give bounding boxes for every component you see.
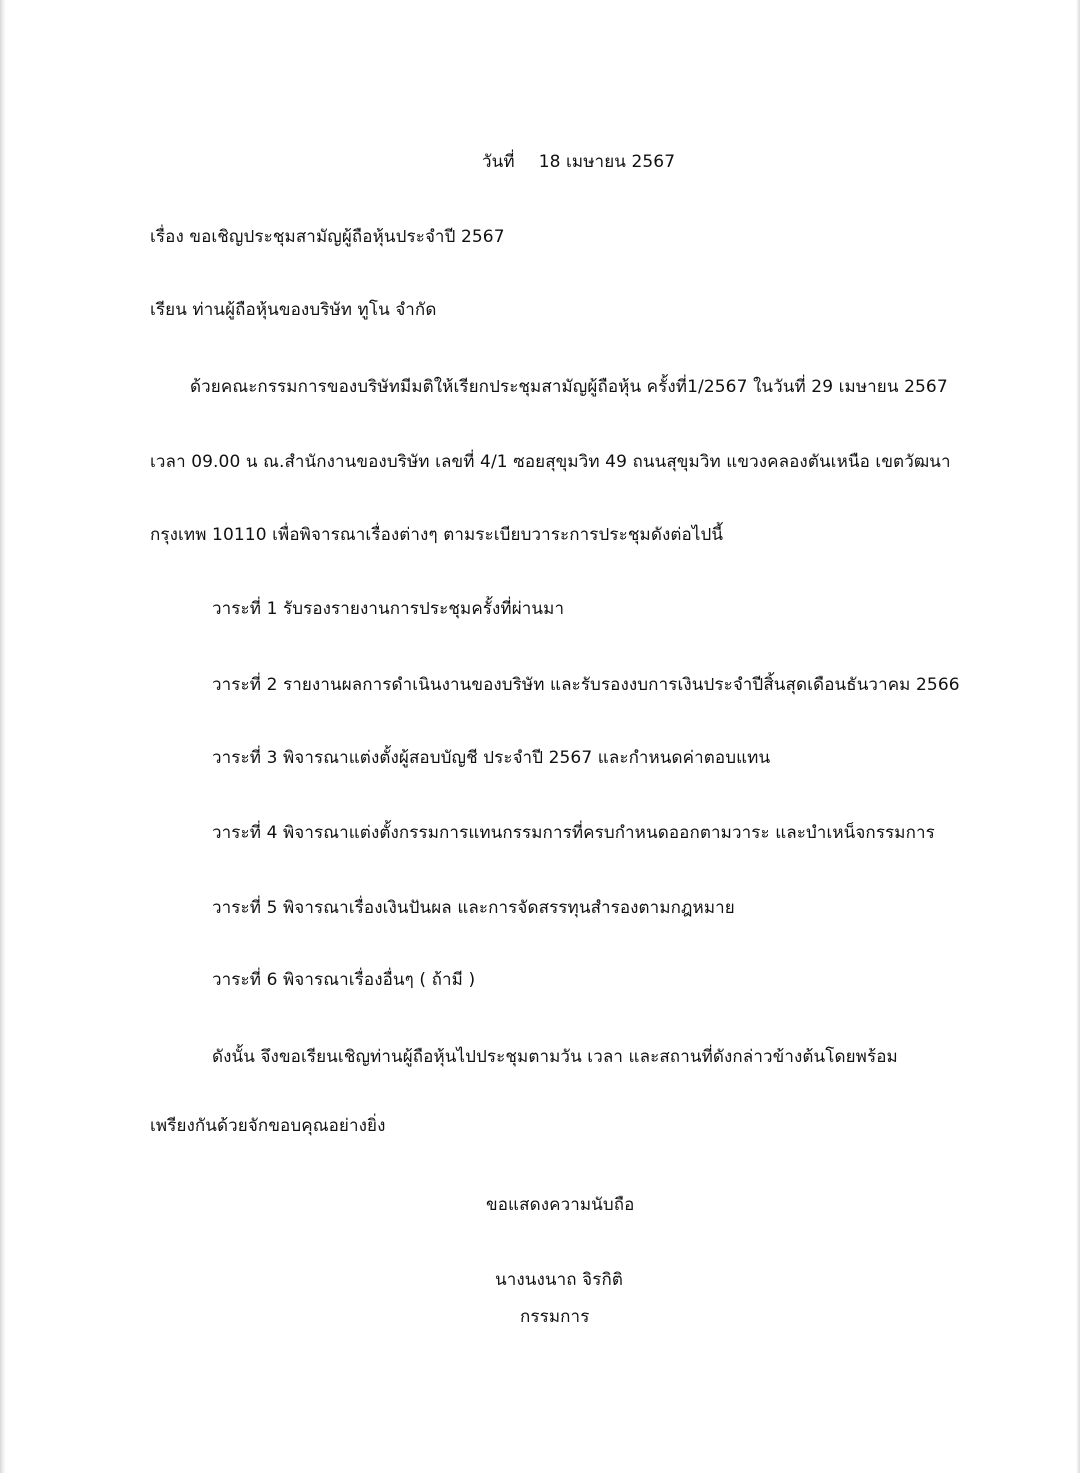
agenda-item-4: วาระที่ 4 พิจารณาแต่งตั้งกรรมการแทนกรรมการที่ครบกำหนดออกตามวาระ และบำเหน็จกรรมการ [212, 823, 935, 843]
agenda-item-2: วาระที่ 2 รายงานผลการดำเนินงานของบริษัท และรับรองงบการเงินประจำปีสิ้นสุดเดือนธันวาคม 2566 [212, 675, 960, 695]
body-line-2: เวลา 09.00 น ณ.สำนักงานของบริษัท เลขที่ 4/1 ซอยสุขุมวิท 49 ถนนสุขุมวิท แขวงคลองตันเหนือ เขตวัฒนา [150, 452, 951, 472]
subject-line: เรื่อง ขอเชิญประชุมสามัญผู้ถือหุ้นประจำปี 2567 [150, 227, 505, 247]
salutation-line: เรียน ท่านผู้ถือหุ้นของบริษัท ทูโน จำกัด [150, 300, 437, 320]
scan-edge-right [1076, 0, 1080, 1473]
date-value: 18 เมษายน 2567 [538, 152, 676, 172]
signer-name: นางนงนาถ จิรกิติ [495, 1270, 623, 1290]
scan-edge-left [0, 0, 6, 1473]
agenda-item-6: วาระที่ 6 พิจารณาเรื่องอื่นๆ ( ถ้ามี ) [212, 970, 476, 990]
body-line-3: กรุงเทพ 10110 เพื่อพิจารณาเรื่องต่างๆ ตามระเบียบวาระการประชุมดังต่อไปนี้ [150, 525, 724, 545]
closing-line-2: เพรียงกันด้วยจักขอบคุณอย่างยิ่ง [150, 1116, 386, 1136]
agenda-item-3: วาระที่ 3 พิจารณาแต่งตั้งผู้สอบบัญชี ประจำปี 2567 และกำหนดค่าตอบแทน [212, 748, 771, 768]
date-line [482, 150, 675, 174]
complimentary-close: ขอแสดงความนับถือ [486, 1195, 635, 1215]
date-label: วันที่ [482, 152, 515, 172]
closing-line-1: ดังนั้น จึงขอเรียนเชิญท่านผู้ถือหุ้นไปประชุมตามวัน เวลา และสถานที่ดังกล่าวข้างต้นโดยพร้อม [212, 1047, 898, 1067]
body-line-1: ด้วยคณะกรรมการของบริษัทมีมติให้เรียกประชุมสามัญผู้ถือหุ้น ครั้งที่1/2567 ในวันที่ 29 เมษายน 2567 [190, 377, 948, 397]
signer-title: กรรมการ [520, 1307, 590, 1327]
agenda-item-1: วาระที่ 1 รับรองรายงานการประชุมครั้งที่ผ่านมา [212, 599, 565, 619]
agenda-item-5: วาระที่ 5 พิจารณาเรื่องเงินปันผล และการจัดสรรทุนสำรองตามกฎหมาย [212, 898, 735, 918]
